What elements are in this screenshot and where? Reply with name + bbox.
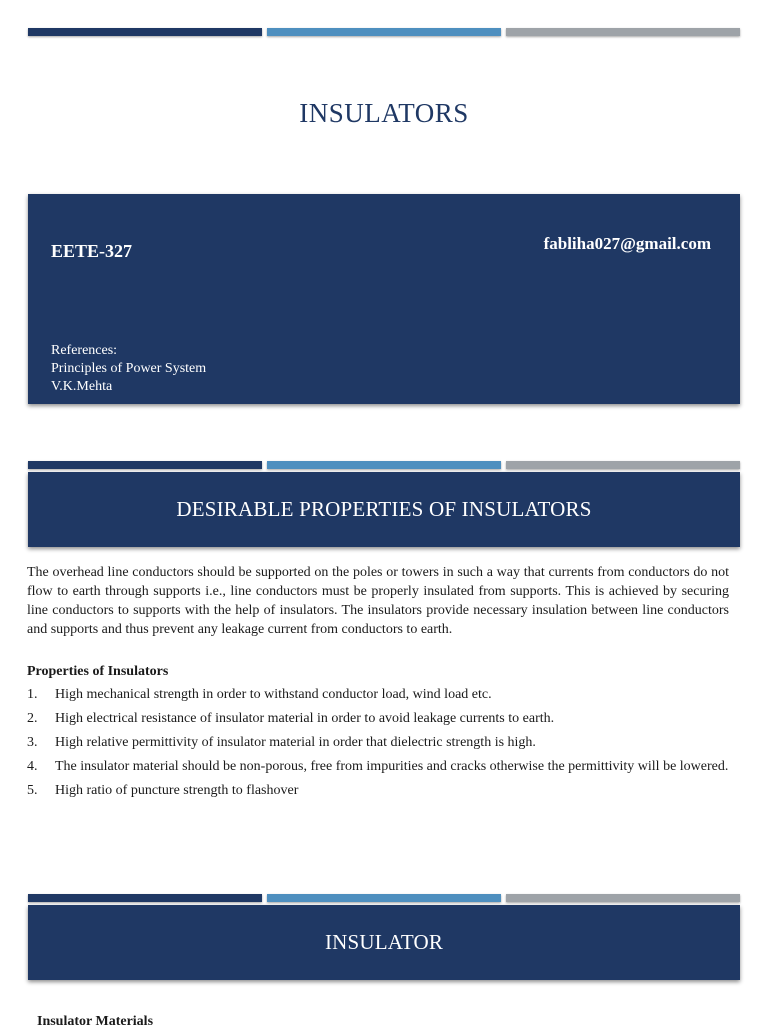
list-number: 3. <box>27 735 38 750</box>
stripe-gray <box>506 28 740 36</box>
body-paragraph: The overhead line conductors should be supported on the poles or towers in such a way that currents from conductors do not flow to earth through supports i.e., line conductors must be properly insulated from supports. This is achieved by securing line conductors to supports with the help of insulators. The insulators provide necessary insulation between line conductors and supports and thus prevent any leakage current from conductors to earth. <box>27 565 729 637</box>
subheading: Properties of Insulators <box>27 664 169 679</box>
section-title: DESIRABLE PROPERTIES OF INSULATORS <box>176 497 592 521</box>
list-number: 4. <box>27 759 38 774</box>
stripe-gray <box>506 461 740 469</box>
list-item <box>27 710 729 728</box>
stripe-navy <box>28 28 262 36</box>
list-text: High mechanical strength in order to withstand conductor load, wind load etc. <box>55 687 492 702</box>
stripe-gray <box>506 894 740 902</box>
list-text: The insulator material should be non-porous, free from impurities and cracks otherwise the permittivity will be lowered. <box>55 759 729 774</box>
references-line: V.K.Mehta <box>51 379 113 394</box>
course-code: EETE-327 <box>51 241 133 261</box>
references <box>51 342 206 396</box>
stripe-navy <box>28 461 262 469</box>
list-item <box>27 734 729 752</box>
decor-stripe <box>28 461 740 469</box>
references-line: Principles of Power System <box>51 361 207 376</box>
decor-stripe <box>28 28 740 36</box>
stripe-blue <box>267 28 501 36</box>
list-number: 2. <box>27 711 38 726</box>
stripe-navy <box>28 894 262 902</box>
section-title: INSULATOR <box>324 930 444 954</box>
title-panel <box>28 194 740 404</box>
stripe-blue <box>267 894 501 902</box>
properties-list <box>27 686 729 806</box>
list-number: 5. <box>27 783 38 798</box>
stripe-blue <box>267 461 501 469</box>
list-item <box>27 782 729 800</box>
list-number: 1. <box>27 687 38 702</box>
list-text: High ratio of puncture strength to flashover <box>55 783 299 798</box>
decor-stripe <box>28 894 740 902</box>
list-item <box>27 758 729 776</box>
author-email: fabliha027@gmail.com <box>543 234 711 253</box>
partial-heading: Insulator Materials <box>37 1014 154 1029</box>
section-header <box>28 472 740 547</box>
list-item <box>27 686 729 704</box>
list-text: High electrical resistance of insulator material in order to avoid leakage currents to earth. <box>55 711 555 726</box>
section-header <box>28 905 740 980</box>
slide-title: INSULATORS <box>299 98 469 128</box>
references-line: References: <box>51 343 118 358</box>
list-text: High relative permittivity of insulator material in order that dielectric strength is high. <box>55 735 536 750</box>
